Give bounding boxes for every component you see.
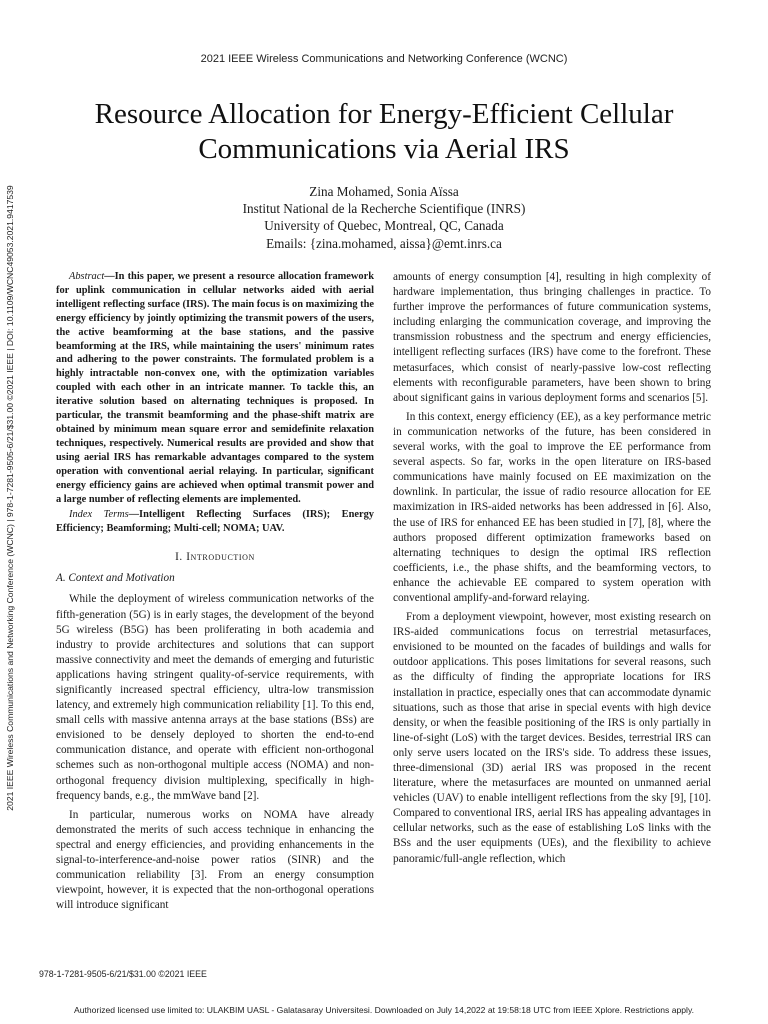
abstract-lead: Abstract bbox=[69, 271, 105, 282]
body-paragraph: From a deployment viewpoint, however, most existing research on IRS-aided communications focus on terrestrial metasurfaces, envisioned to be mounted on the facades of buildings and walls for outdoor applications. This poses limitations for several reasons, such as the difficulty of finding the appropriate locations for IRS installation in practice, especially ones that can accommodate dynamic situations, such as those that arise in special events with high device density, or when the feasible positioning of the IRS is only partially in line-of-sight (LoS) with the target devices. Besides, terrestrial IRS can only serve users located on the IRS's side. To address these issues, three-dimensional (3D) aerial IRS was proposed in the recent literature, where the metasurfaces are mounted on unmanned aerial vehicles (UAV) to enable intelligent reflections from the sky [9], [10]. Compared to conventional IRS, aerial IRS has appealing advantages in cellular networks, such as the ease of establishing LoS links with the BSs and the user equipments (UEs), and the flexibility to achieve panoramic/full-angle reflection, which bbox=[393, 611, 711, 865]
footer-copyright: 978-1-7281-9505-6/21/$31.00 ©2021 IEEE bbox=[39, 969, 207, 979]
author-names: Zina Mohamed, Sonia Aïssa bbox=[309, 184, 459, 199]
index-terms-text: —Intelligent Reflecting Surfaces (IRS); Energy Efficiency; Beamforming; Multi-cell; NOMA; UAV. bbox=[56, 509, 374, 535]
index-terms-lead: Index Terms bbox=[69, 509, 129, 521]
section-heading: I. Introduction bbox=[175, 551, 255, 564]
subsection-heading: A. Context and Motivation bbox=[56, 572, 175, 585]
author-emails: Emails: {zina.mohamed, aissa}@emt.inrs.ca bbox=[266, 235, 502, 251]
license-notice: Authorized licensed use limited to: ULAKBIM UASL - Galatasaray Universitesi. Downloaded on July 14,2022 at 19:58:18 UTC from IEEE Xplore. Restrictions apply. bbox=[74, 1005, 694, 1015]
abstract-text: —In this paper, we present a resource allocation framework for uplink communication in cellular networks aided with aerial intelligent reflecting surface (IRS). The main focus is on maximizing the energy efficiency by jointly optimizing the transmit powers of the users, the active beamforming at the base stations, and the passive beamforming at the IRS, while maintaining the users' minimum rates and adhering to the power constraints. The formulated problem is a highly intractable non-convex one, with the optimization variables coupled with each other in an intricate manner. To tackle this, an iterative solution based on alternating techniques is proposed. In particular, the transmit beamforming and the phase-shift matrix are obtained by minimum mean square error and semidefinite relaxation techniques, respectively. Numerical results are provided and show that using aerial IRS has remarkable advantages compared to the system operation with conventional aerial relaying. In particular, significant energy efficiency gains are achieved when optimal transmit power and a large number of reflecting elements are implemented. bbox=[56, 271, 374, 505]
body-paragraph: In this context, energy efficiency (EE), as a key performance metric in communication networks of the future, has been considered in several works, with the goal to improve the EE performance from several aspects. So far, works in the open literature on IRS-based communications have mainly focused on EE maximization on the downlink. In particular, the issue of radio resource allocation for EE maximization in IRS-aided networks has been addressed in [6]. Also, the use of IRS for enhanced EE has been studied in [7], [8], where the authors proposed different optimization frameworks based on alternating techniques to design the optimal IRS reflection coefficients, i.e., the phase shifts, and the beamforming vectors, to enhance the achievable EE compared to system operation with conventional amplify-and-forward relaying. bbox=[393, 410, 711, 604]
left-column bbox=[56, 270, 374, 913]
author-university: University of Quebec, Montreal, QC, Canada bbox=[264, 218, 504, 234]
paper-title: Resource Allocation for Energy-Efficient Cellular Communications via Aerial IRS bbox=[94, 98, 674, 165]
right-column bbox=[393, 270, 711, 867]
index-terms bbox=[56, 508, 374, 536]
body-paragraph: amounts of energy consumption [4], resulting in high complexity of hardware implementation, thus bringing challenges in practice. To further improve the performances of future communication systems, including enlarging the communication coverage, and improving the transmission robustness and the spectrum and energy efficiencies, intelligent reflecting surfaces (IRS) have come to the forefront. These metasurfaces, which consist of nearly-passive low-cost reflecting elements with reconfigurable parameters, have been shown to bring about significant gains in various deployment forms and scenarios [5]. bbox=[393, 271, 711, 404]
conference-header: 2021 IEEE Wireless Communications and Networking Conference (WCNC) bbox=[200, 53, 568, 65]
side-doi-text: 2021 IEEE Wireless Communications and Networking Conference (WCNC) | 978-1-7281-9505-6/21/$31.00 ©2021 IEEE | DOI: 10.1109/WCNC49053.2021.9417539 bbox=[5, 185, 15, 811]
author-block bbox=[0, 183, 768, 252]
abstract bbox=[56, 270, 374, 506]
side-doi-strip bbox=[1, 183, 19, 813]
author-institute: Institut National de la Recherche Scientifique (INRS) bbox=[242, 201, 526, 217]
body-paragraph: In particular, numerous works on NOMA have already demonstrated the merits of such access technique in enhancing the spectral and energy efficiencies, and providing enhancements in the signal-to-interference-and-noise power ratios (SINR) and the communication reliability [3]. From an energy consumption viewpoint, however, it is expected that the non-orthogonal operations will introduce significant bbox=[56, 808, 374, 912]
body-paragraph: While the deployment of wireless communication networks of the fifth-generation (5G) is in early stages, the development of the beyond 5G wireless (B5G) has been proliferating in both academia and industry to provide architectures and solutions that can support massive connectivity and meet the demands of emerging and futuristic applications having stringent quality-of-service requirements, with significantly increased spectral efficiency, ultra-low transmission latency, and extremely high communication reliability [1]. To this end, small cells with massive antenna arrays at the base stations (BSs) are envisioned to be densely deployed to shorten the end-to-end communication distance, and operate with efficient non-orthogonal schemes such as non-orthogonal multiple access (NOMA) and non-orthogonal frequency division multiplexing, specifically in high-frequency bands, e.g., the mmWave band [2]. bbox=[56, 593, 374, 802]
